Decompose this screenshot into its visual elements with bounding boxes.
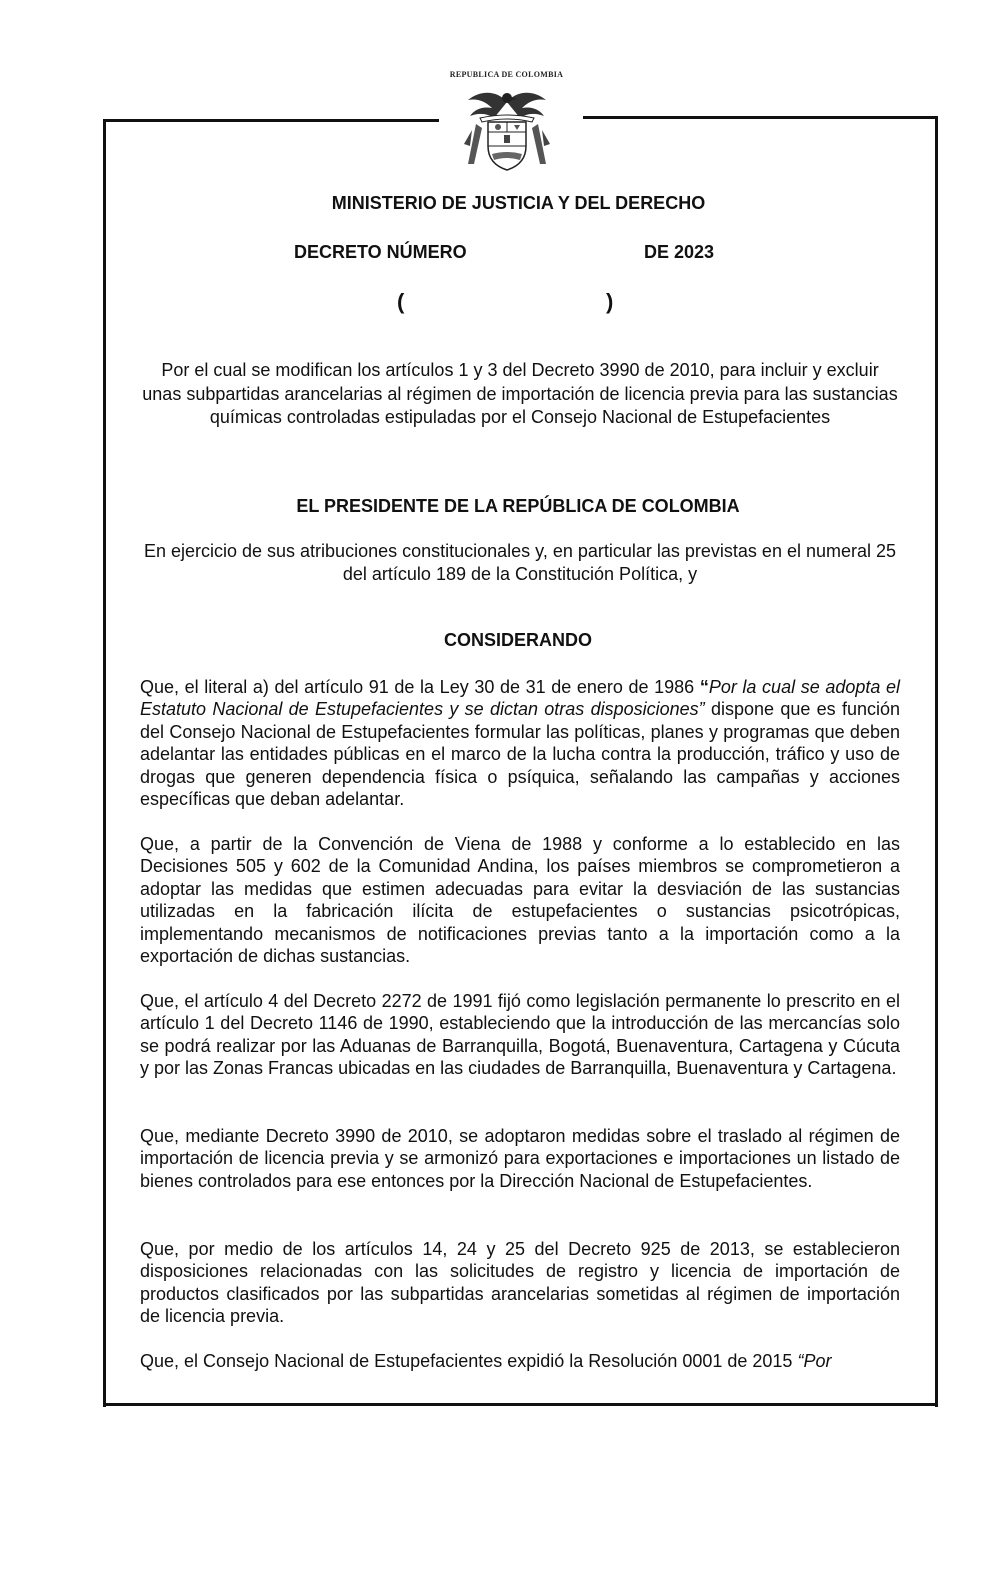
authority-text: En ejercicio de sus atribuciones constitucionales y, en particular las previstas en el numeral 25 del artículo 189 de la Constitución Política, y <box>143 541 897 584</box>
date-open-paren: ( <box>397 289 405 314</box>
decree-number-label: DECRETO NÚMERO <box>294 242 467 262</box>
p1-text-after: dispone que es función del Consejo Nacional de Estupefacientes formular las políticas, planes y programas que deben adelantar las entidades públicas en el marco de la lucha contra la producción, tráfico y uso de drogas que generen dependencia física o psíquica, señalando las campañas y acciones específicas que deban adelantar. <box>140 699 900 810</box>
p6-text-before: Que, el Consejo Nacional de Estupefacientes expidió la Resolución 0001 de 2015 <box>140 1351 798 1371</box>
frame-top-right <box>583 116 938 119</box>
p1-text-before: Que, el literal a) del artículo 91 de la Ley 30 de 31 de enero de 1986 <box>140 677 700 697</box>
p1-law-title: Por la cual se adopta el Estatuto Nacional de Estupefacientes y se dictan otras disposiciones” <box>140 677 900 720</box>
considerando-paragraph-3: Que, el artículo 4 del Decreto 2272 de 1991 fijó como legislación permanente lo prescrito en el artículo 1 del Decreto 1146 de 1990, estableciendo que la introducción de las mercancías solo se podrá realizar por las Aduanas de Barranquilla, Bogotá, Buenaventura, Cartagena y Cúcuta y por las Zonas Francas ubicadas en las ciudades de Barranquilla, Buenaventura y Cartagena. <box>140 991 900 1079</box>
ministry-title: MINISTERIO DE JUSTICIA Y DEL DERECHO <box>331 193 706 213</box>
colombia-coat-of-arms-icon <box>462 84 552 176</box>
authority-heading: EL PRESIDENTE DE LA REPÚBLICA DE COLOMBIA <box>296 496 740 516</box>
p6-quote-start: “Por <box>797 1351 832 1371</box>
p1-open-quote: “ <box>699 677 709 697</box>
considerando-paragraph-4: Que, mediante Decreto 3990 de 2010, se adoptaron medidas sobre el traslado al régimen de importación de licencia previa y se armonizó para exportaciones e importaciones un listado de bienes controlados para ese entonces por la Dirección Nacional de Estupefacientes. <box>140 1126 900 1191</box>
decree-year-label: DE 2023 <box>644 242 715 262</box>
considerando-paragraph-1 <box>140 676 900 810</box>
date-close-paren: ) <box>606 289 614 314</box>
country-caption: REPUBLICA DE COLOMBIA <box>449 70 564 79</box>
considerando-heading: CONSIDERANDO <box>443 630 592 650</box>
considerando-paragraph-2: Que, a partir de la Convención de Viena de 1988 y conforme a lo establecido en las Decisiones 505 y 602 de la Comunidad Andina, los países miembros se comprometieron a adoptar las medidas que estimen adecuadas para evitar la desviación de las sustancias utilizadas en la fabricación ilícita de estupefacientes o sustancias psicotrópicas, implementando mecanismos de notificaciones previas tanto a la importación como a la exportación de dichas sustancias. <box>140 834 900 967</box>
considerando-paragraph-6 <box>140 1350 900 1372</box>
decree-summary: Por el cual se modifican los artículos 1 y 3 del Decreto 3990 de 2010, para incluir y excluir unas subpartidas arancelarias al régimen de importación de licencia previa para las sustancias químicas controladas estipuladas por el Consejo Nacional de Estupefacientes <box>142 360 898 427</box>
considerando-paragraph-5: Que, por medio de los artículos 14, 24 y 25 del Decreto 925 de 2013, se establecieron disposiciones relacionadas con las solicitudes de registro y licencia de importación de productos clasificados por las subpartidas arancelarias sometidas al régimen de importación de licencia previa. <box>140 1239 900 1327</box>
frame-right <box>935 116 938 1407</box>
frame-top-left <box>103 119 439 122</box>
frame-bottom <box>103 1403 938 1406</box>
frame-left <box>103 119 106 1407</box>
